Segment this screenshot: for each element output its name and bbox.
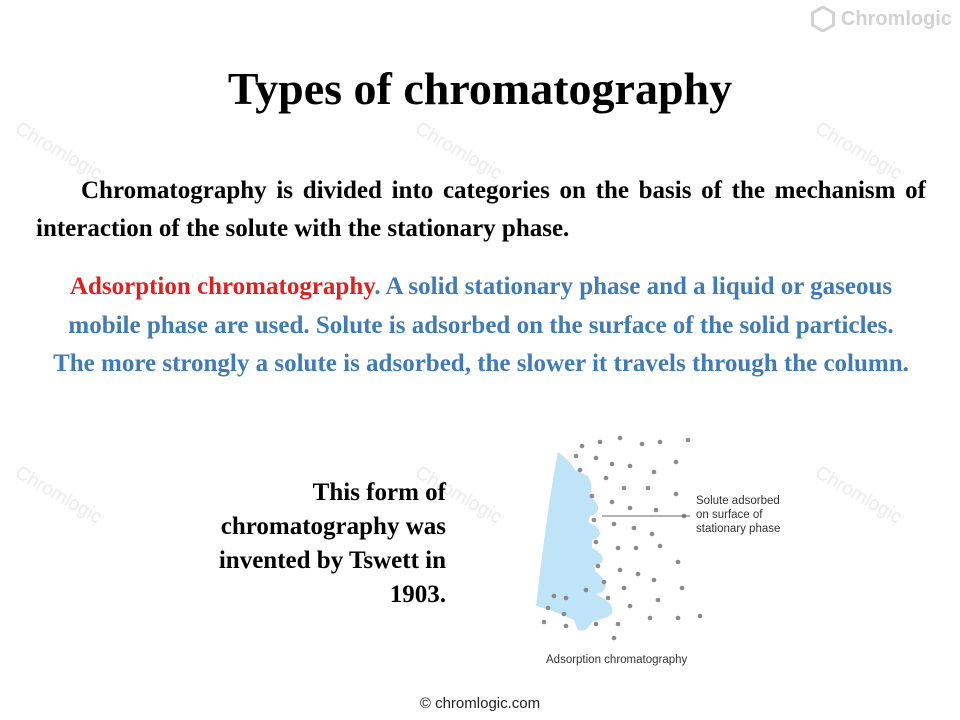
diagram-label-line-1: Solute adsorbed — [696, 495, 780, 507]
watermark: Chromlogic — [11, 118, 106, 185]
logo-text: Chromlogic — [840, 7, 952, 30]
adsorption-diagram — [530, 430, 820, 680]
chromlogic-logo — [811, 6, 952, 32]
copyright-footer: © chromlogic.com — [419, 695, 541, 712]
intro-paragraph: Chromatography is divided into categories on the basis of the mechanism of interaction of the solute with the stationary phase. — [36, 177, 926, 242]
adsorption-description: . A solid stationary phase and a liquid or gaseous mobile phase are used. Solute is adsorbed on the surface of the solid particles. The more strongly a solute is adsorbed, the slower it travels through the column. — [53, 273, 909, 377]
slide-title: Types of chromatography — [227, 63, 733, 114]
watermark: Chromlogic — [811, 118, 906, 185]
diagram-caption: Adsorption chromatography — [546, 654, 688, 666]
diagram-label-line-2: on surface of — [696, 509, 763, 521]
adsorption-term: Adsorption chromatography — [69, 273, 375, 300]
diagram-label-line-3: stationary phase — [696, 523, 781, 535]
hexagon-logo-icon — [811, 6, 835, 32]
watermark: Chromlogic — [411, 462, 506, 529]
watermark: Chromlogic — [811, 462, 906, 529]
watermark: Chromlogic — [11, 462, 106, 529]
watermark: Chromlogic — [411, 118, 506, 185]
stationary-phase-shape — [536, 452, 613, 631]
invention-note: This form of chromatography was invented by Tswett in 1903. — [218, 479, 446, 608]
adsorption-paragraph — [48, 268, 914, 384]
